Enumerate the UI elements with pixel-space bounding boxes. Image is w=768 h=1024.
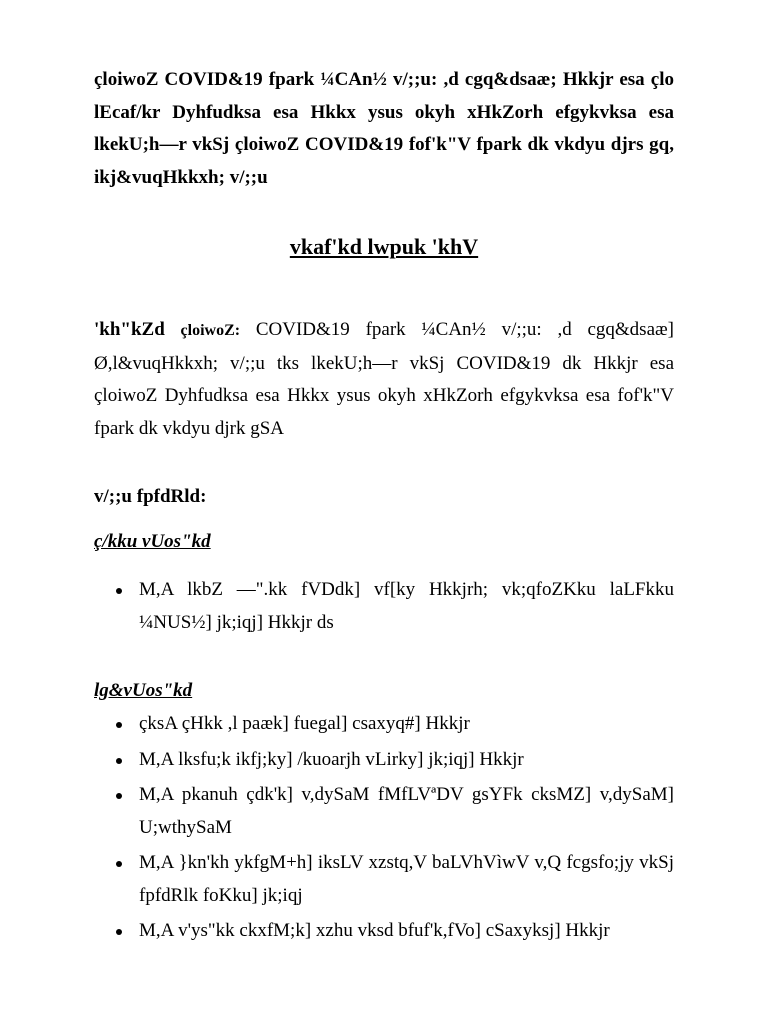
list-item-text: M,A v'ys"kk ckxfM;k] xzhu vksd bfuf'k,fVo] cSaxyksj] Hkkjr bbox=[139, 920, 610, 941]
list-item bbox=[94, 847, 674, 912]
list-item bbox=[94, 744, 674, 777]
abstract-paragraph bbox=[94, 314, 674, 445]
bullet-icon bbox=[116, 722, 122, 728]
bullet-icon bbox=[116, 588, 122, 594]
bullet-icon bbox=[116, 758, 122, 764]
abstract-label-suffix: çloiwoZ: bbox=[180, 322, 241, 339]
list-item-text: M,A lksfu;k ikfj;ky] /kuoarjh vLirky] jk;iqj] Hkkjr bbox=[139, 748, 524, 770]
list-item bbox=[94, 915, 674, 948]
principal-investigator-heading: ç/kku vUos"kd bbox=[94, 531, 211, 552]
list-item-text: M,A pkanuh çdk'k] v,dySaM fMfLVªDV gsYFk cksMZ] v,dySaM] U;wthySaM bbox=[139, 784, 674, 838]
list-item-text: çksA çHkk ,l paæk] fuegal] csaxyq#] Hkkjr bbox=[139, 713, 470, 734]
co-investigator-heading: lg&vUos"kd bbox=[94, 680, 193, 701]
intro-paragraph: çloiwoZ COVID&19 fpark ¼CAn½ v/;;u: ,d cgq&dsaæ; Hkkjr esa çlo lEcaf/kr Dyhfudksa esa Hkkx ysus okyh xHkZorh efgykvksa esa lkekU;h—r vkSj çloiwoZ COVID&19 fof'k"V fpark dk vkdyu djrs gq, ikj&vuqHkkxh; v/;;u bbox=[94, 69, 674, 188]
bullet-icon bbox=[116, 861, 122, 867]
bullet-icon bbox=[116, 929, 122, 935]
abstract-text: COVID&19 fpark ¼CAn½ v/;;u: ,d cgq&dsaæ] Ø,l&vuqHkkxh; v/;;u tks lkekU;h—r vkSj COVID&19 dk Hkkjr esa çloiwoZ Dyhfudksa esa Hkkx ysus okyh xHkZorh efgykvksa esa fof'k"V fpark dk vkdyu djrk gSA bbox=[94, 319, 675, 439]
list-item-text: M,A lkbZ —".kk fVDdk] vf[ky Hkkjrh; vk;qfoZKku laLFkku ¼NUS½] jk;iqj] Hkkjr ds bbox=[139, 579, 674, 633]
list-item bbox=[94, 574, 674, 639]
bullet-icon bbox=[116, 793, 122, 799]
list-item bbox=[94, 708, 674, 741]
method-heading: v/;;u fpfdRld: bbox=[94, 486, 207, 507]
list-item-text: M,A }kn'kh ykfgM+h] iksLV xzstq,V baLVhVìwV v,Q fcgsfo;jy vkSj fpfdRlk foKku] jk;iqj bbox=[139, 852, 674, 906]
co-investigator-list bbox=[94, 708, 674, 951]
abstract-label: 'kh"kZd bbox=[94, 319, 165, 340]
page-title: vkaf'kd lwpuk 'khV bbox=[289, 234, 479, 259]
principal-investigator-list bbox=[94, 574, 674, 639]
list-item bbox=[94, 779, 674, 844]
